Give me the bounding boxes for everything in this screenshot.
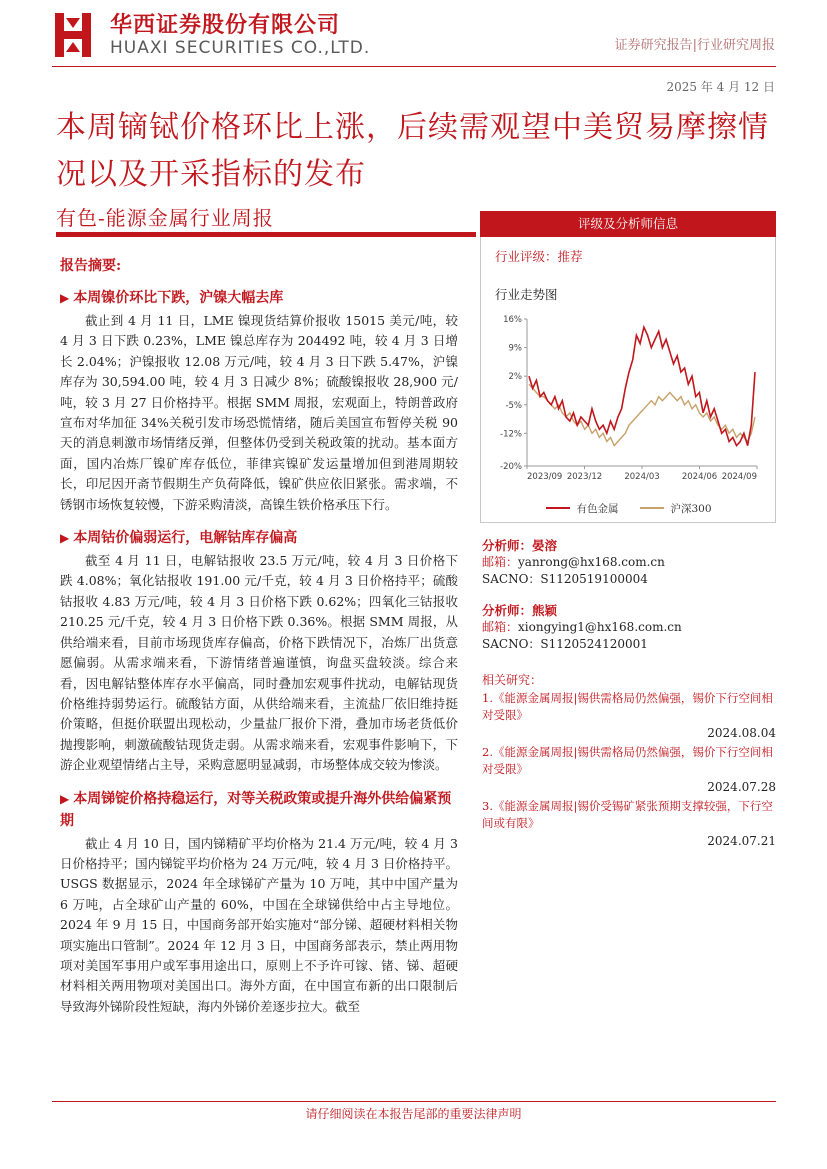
report-title: 本周镝铽价格环比上涨，后续需观望中美贸易摩擦情况以及开采指标的发布 [56, 110, 769, 192]
section-paragraph: 截止 4 月 10 日，国内锑精矿平均价格为 21.4 万元/吨，较 4 月 3 日价格持平；国内锑锭平均价格为 24 万元/吨，较 4 月 3 日价格持平。USGS 数据显示，2024 年全球锑矿产量为 10 万吨，其中中国产量为 6 万吨，占全球矿山产量的 60%，中国在全球锑供给中占主导地位。2024 年 9 月 15 日，中国商务部开始实施对“部分锑、超硬材料相关物项实施出口管制”。2024 年 12 月 3 日，中国商务部表示，禁止两用物项对美国军事用户或军事用途出口，原则上不予许可镓、锗、锑、超硬材料相关两用物项对美国出口。海外方面，在中国宣布新的出口限制后导致海外锑阶段性短缺，海内外锑价差逐步拉大。截至 [60, 835, 458, 1014]
legend-swatch [546, 507, 570, 509]
industry-rating: 行业评级：推荐 [495, 249, 583, 264]
huaxi-logo-icon [52, 10, 94, 60]
header-divider [52, 66, 776, 67]
x-tick-label: 2023/12 [566, 472, 603, 482]
y-tick-label: -5% [505, 400, 522, 411]
related-research [480, 671, 776, 848]
legend-item-csi300 [640, 500, 711, 516]
page-header [0, 0, 827, 70]
y-tick-label: 9% [508, 343, 522, 354]
y-tick-label: -20% [500, 462, 522, 472]
email-label: 邮箱： [482, 620, 519, 634]
triangle-bullet-icon: ▶ [60, 531, 70, 546]
panel-header: 评级及分析师信息 [480, 211, 776, 237]
trend-chart [495, 311, 765, 496]
info-sidebar [480, 211, 776, 852]
related-date: 2024.08.04 [707, 726, 776, 740]
analyst-email[interactable]: xiongying1@hx168.com.cn [518, 620, 682, 634]
legal-notice: 请仔细阅读在本报告尾部的重要法律声明 [305, 1107, 522, 1121]
company-name-en: HUAXI SECURITIES CO.,LTD. [110, 38, 371, 58]
related-date: 2024.07.21 [707, 834, 776, 848]
analyst-email-row [482, 619, 776, 636]
triangle-bullet-icon: ▶ [60, 291, 70, 305]
legend-item-nonferrous [546, 500, 618, 516]
analyst-name: 分析师：熊颖 [482, 603, 558, 618]
x-tick-label: 2024/06 [681, 472, 718, 482]
analyst-block-1 [480, 537, 776, 588]
subtitle-underline [56, 232, 476, 237]
analyst-email-row [482, 554, 776, 571]
legend-swatch [640, 507, 664, 509]
x-tick-label: 2023/09 [527, 472, 563, 482]
report-subtitle: 有色-能源金属行业周报 [56, 206, 274, 230]
y-tick-label: 2% [508, 372, 522, 383]
section-heading-text: 本周钴价偏弱运行，电解钴库存偏高 [73, 530, 298, 547]
related-item[interactable]: 1.《能源金属周报|锡供需格局仍然偏强，锡价下行空间相对受限》 [482, 691, 773, 722]
rating-panel [480, 237, 776, 523]
report-type: 证券研究报告|行业研究周报 [614, 38, 775, 53]
analyst-sac: SACNO：S1120524120001 [482, 637, 648, 651]
abstract-column [60, 255, 458, 1017]
section-cobalt [60, 527, 458, 775]
y-tick-label: 16% [503, 315, 522, 325]
email-label: 邮箱： [482, 555, 519, 569]
trend-chart-svg [495, 311, 765, 496]
y-tick-label: -12% [500, 429, 522, 440]
analyst-block-2 [480, 602, 776, 653]
legend-label: 沪深300 [670, 502, 712, 515]
related-item[interactable]: 2.《能源金属周报|锡供需格局仍然偏强，锡价下行空间相对受限》 [482, 745, 773, 776]
section-antimony [60, 788, 458, 1018]
series-line-1 [529, 384, 755, 445]
chart-legend [495, 500, 763, 516]
company-name-cn: 华西证券股份有限公司 [110, 13, 341, 38]
section-heading [60, 527, 458, 549]
analyst-email[interactable]: yanrong@hx168.com.cn [518, 555, 665, 569]
related-date: 2024.07.28 [707, 780, 776, 794]
section-heading-text: 本周镍价环比下跌，沪镍大幅去库 [73, 290, 284, 306]
related-item[interactable]: 3.《能源金属周报|锡价受锡矿紧张预期支撑较强，下行空间或有限》 [482, 799, 773, 830]
section-heading [60, 287, 458, 309]
footer-divider [52, 1101, 776, 1102]
section-nickel [60, 287, 458, 515]
legend-label: 有色金属 [576, 502, 619, 515]
section-heading [60, 788, 458, 832]
analyst-name: 分析师：晏溶 [482, 538, 558, 553]
x-tick-label: 2024/09 [721, 472, 757, 482]
triangle-bullet-icon: ▶ [60, 791, 70, 806]
related-title: 相关研究： [482, 673, 543, 687]
abstract-title: 报告摘要: [60, 258, 122, 274]
analyst-sac: SACNO：S1120519100004 [482, 572, 648, 586]
section-paragraph: 截至 4 月 11 日，电解钴报收 23.5 万元/吨，较 4 月 3 日价格下跌 4.08%；氧化钴报收 191.00 元/千克，较 4 月 3 日价格持平；硫酸钴报收 4.83 万元/吨，较 4 月 3 日价格下跌 0.62%；四氧化三钴报收 210.25 元/千克，较 4 月 3 日价格下跌 0.36%。根据 SMM 周报，从供给端来看，目前市场现货库存偏高，价格下跌情况下，冶炼厂出货意愿偏弱。从需求端来看，下游情绪普遍谨慎，询盘买盘较淡。综合来看，因电解钴整体库存水平偏高，同时叠加宏观事件扰动，电解钴现货价格维持弱势运行。硫酸钴方面，从供给端来看，主流盐厂依旧维持挺价策略，但挺价联盟出现松动，少量盐厂报价下滑，叠加市场老货低价抛搜影响，刺激硫酸钴现货走弱。从需求端来看，宏观事件影响下，下游企业观望情绪占主导，采购意愿明显减弱，市场整体成交较为惨淡。 [60, 553, 458, 773]
section-heading-text: 本周锑锭价格持稳运行，对等关税政策或提升海外供给偏紧预期 [60, 790, 452, 829]
section-paragraph: 截止到 4 月 11 日，LME 镍现货结算价报收 15015 美元/吨，较 4 月 3 日下跌 0.23%，LME 镍总库存为 204492 吨，较 4 月 3 日增长 2.04%；沪镍报收 12.08 万元/吨，较 4 月 3 日下跌 5.47%，沪镍库存为 30,594.00 吨，较 4 月 3 日减少 8%；硫酸镍报收 28,900 元/吨，较 3 月 27 日价格持平。根据 SMM 周报，宏观面上，特朗普政府宣布对华加征 34%关税引发市场恐慌情绪，随后美国宣布暂停关税 90 天的消息刺激市场情绪反弹，但整体仍受到关税政策的扰动。基本面方面，国内冶炼厂镍矿库存低位，菲律宾镍矿发运量增加但到港周期较长，印尼因开斋节假期生产负荷降低，镍矿供应依旧紧张。需求端，不锈钢市场恢复较慢，下游采购清淡，高镍生铁价格承压下行。 [60, 313, 458, 512]
report-date: 2025 年 4 月 12 日 [666, 80, 775, 94]
trend-chart-label: 行业走势图 [495, 287, 558, 302]
x-tick-label: 2024/03 [624, 472, 660, 482]
